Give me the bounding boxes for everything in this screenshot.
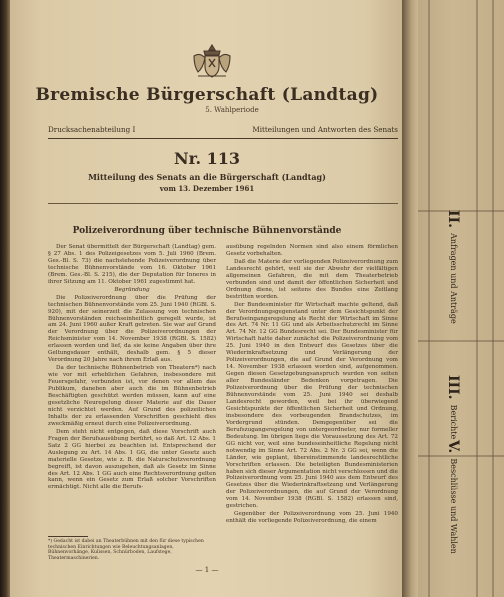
series-label: Drucksachenabteilung I <box>48 125 136 134</box>
tab-anfragen[interactable] <box>444 210 463 324</box>
paragraph: Die Polizeiverordnung über die Prüfung der technischen Bühnenvorstände vom 25. Juni 1940 (RGBl. S. 920), mit der seinerzeit die Zulassung von technischen Bühnenvorständen reichseinheitlich geregelt wurde, ist am 24. Juni 1960 außer Kraft getreten. Sie war auf Grund der Verordnung über die Polizeiverordnungen der Reichsminister vom 14. November 1938 (RGBl. S. 1582) erlassen worden und lief, da sie keine Angaben über ihre Geltungsdauer enthält, deshalb gem. § 5 dieser Verordnung 20 Jahre nach ihrem Erlaß aus. <box>48 294 216 364</box>
tab-berichte[interactable] <box>444 375 463 439</box>
tab-label: Anfragen und Anträge <box>449 233 458 324</box>
paragraph: Gegenüber der Polizeiverordnung vom 25. Juni 1940 enthält die vorliegende Polizeiverordnung, die einem <box>226 511 398 525</box>
parliament-title: Bremische Bürgerschaft (Landtag) <box>35 85 379 105</box>
paragraph: Dem steht nicht entgegen, daß diese Vorschrift auch Fragen der Berufsausübung berührt, so daß Art. 12 Abs. 1 Satz 2 GG hierbei zu beachten ist. Entsprechend der Auslegung zu Art. 14 Abs. 1 GG, die unter Gesetz auch materielle Gesetze, wie z. B. die Naturschutzverordnung begreift, ist davon auszugehen, daß als Gesetz im Sinne des Art. 12 Abs. 1 GG auch eine Rechtsverordnung gelten kann, wenn ein Gesetz zum Erlaß solcher Vorschriften ermächtigt. Nicht alle die Berufs- <box>48 428 216 491</box>
tab-label: Berichte <box>449 404 458 440</box>
regulation-heading: Polizeiverordnung über technische Bühnenvorstände <box>72 226 342 236</box>
tab-numeral: II. <box>445 210 461 228</box>
divider-card-stack <box>418 0 504 597</box>
paragraph: Der Bundesminister für Wirtschaft machte geltend, daß der Verordnungsgegenstand unter dem Gesichtspunkt der Berufseingangsregelung als Recht der Wirtschaft im Sinne des Art. 74 Nr. 11 GG und als Arbeitsschutzrecht im Sinne Art. 74 Nr. 12 GG Bundesrecht sei. Der Bundesminister für Wirtschaft hatte daher zunächst die Polizeiverordnung vom 25. Juni 1940 in den Entwurf des Gesetzes über die Wiederinkraftsetzung und Verlängerung der Polizeiverordnungen, die auf Grund der Verordnung vom 14. November 1938 erlassen worden sind, aufgenommen. Gegen diesen Gesetzgebungsanspruch wurden von seiten aller Bundesländer Bedenken vorgetragen. Die Polizeiverordnung über die Prüfung der technischen Bühnenvorstände vom 25. Juni 1940 sei deshalb Landesrecht geworden, weil bei ihr überwiegend Gesichtspunkte der öffentlichen Sicherheit und Ordnung, insbesondere des vorbeugenden Brandschutzes, im Vordergrund stünden. Demgegenüber sei die Berufszugangsregelung von untergeordneter, nur formeller Bedeutung. Im übrigen liege die Voraussetzung des Art. 72 GG nicht vor, weil eine bundeseinheitliche Regelung nicht notwendig im Sinne Art. 72 Abs. 2 Nr. 3 GG sei, wenn die Länder, wie geplant, übereinstimmende landesrechtliche Vorschriften erlassen. Die beteiligten Bundesministerien haben sich dieser Argumentation nicht verschlossen und die Polizeiverordnung vom 25. Juni 1940 aus dem Entwurf des Gesetzes über die Wiederinkraftsetzung und Verlängerung der Polizeiverordnungen, die auf Grund der Verordnung vom 14. November 1938 (RGBl. S. 1582) erlassen sind, gestrichen. <box>226 301 398 510</box>
footnote-rule <box>48 536 88 537</box>
document-date: vom 13. Dezember 1961 <box>159 184 255 193</box>
binder-spine <box>402 0 418 597</box>
title-rule <box>48 203 398 204</box>
tab-label: Beschlüsse und Wahlen <box>449 458 458 554</box>
category-label: Mitteilungen und Antworten des Senats <box>252 125 398 134</box>
header-rule <box>48 138 398 139</box>
section-label: Begründung <box>114 286 150 293</box>
page-number: — 1 — <box>195 566 219 574</box>
document-number: Nr. 113 <box>173 149 241 168</box>
footnote: *) Gedacht ist dabei an Theaterbühnen mit den für diese typischen technischen Einrichtungen wie Beleuchtungsanlagen, Bühnenvorhänge, Kulissen, Schnürboden, Laufstege, Theatermaschinerien. <box>48 539 204 561</box>
bremen-crest-icon <box>190 42 234 80</box>
binder-dividers <box>402 0 504 597</box>
paragraph: Daß die Materie der vorliegenden Polizeiverordnung zum Landesrecht gehört, weil sie der Abwehr der vielfältigen allgemeinen Gefahren, die mit dem Theaterbetrieb verbunden sind und damit der öffentlichen Sicherheit und Ordnung diene, ist seitens des Bundes eine Zeitlang bestritten worden. <box>226 258 398 300</box>
document-page <box>10 0 404 597</box>
binder-edge <box>0 0 10 597</box>
tab-numeral: V. <box>445 440 461 454</box>
tab-beschluesse[interactable] <box>444 440 463 554</box>
series-row <box>48 125 398 134</box>
right-text-column <box>226 244 398 526</box>
paragraph: Der Senat übermittelt der Bürgerschaft (Landtag) gem. § 27 Abs. 1 des Polizeigesetzes vom 5. Juli 1960 (Brem. Ges.-Bl. S. 73) die nachstehende Polizeiverordnung über technische Bühnenvorstände vom 16. Oktober 1961 (Brem. Ges.-Bl. S. 215), die der Deputation für Inneres in ihrer Sitzung am 11. Oktober 1961 zugestimmt hat. <box>48 244 216 285</box>
tab-numeral: III. <box>445 375 461 400</box>
paragraph: ausübung regelnden Normen sind also einem förmlichen Gesetz vorbehalten. <box>226 244 398 257</box>
paragraph: Da der technische Bühnenbetrieb von Theatern*) nach wie vor mit erheblichen Gefahren, insbesondere mit Feuersgefahr, verbunden ist, vor denen vor allem das Publikum, daneben aber auch die im Bühnenbetrieb Beschäftigten geschützt werden müssen, kann auf eine gesetzliche Neuregelung dieser Materie auf die Dauer nicht verzichtet werden. Auf Grund des polizeilichen Inhalts der zu erlassenden Vorschriften geschieht dies zweckmäßig erneut durch eine Polizeiverordnung. <box>48 365 216 427</box>
legislative-period: 5. Wahlperiode <box>205 106 259 114</box>
left-text-column <box>48 244 216 492</box>
document-subtitle: Mitteilung des Senats an die Bürgerschaft (Landtag) <box>88 172 326 182</box>
